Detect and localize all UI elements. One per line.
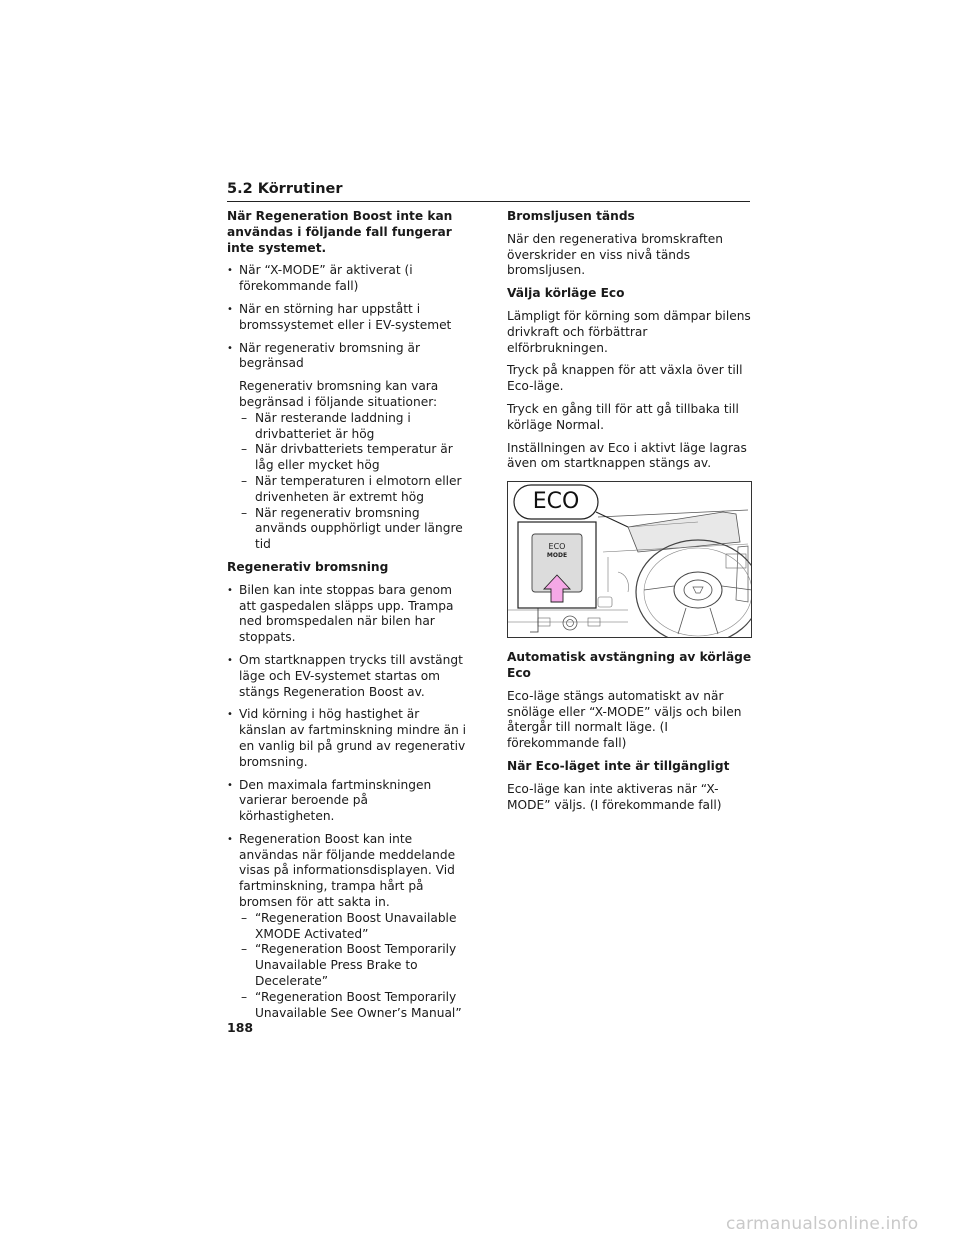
list-item — [227, 707, 467, 770]
list-item-text: • Den maximala fartminskningen varierar beroende på körhastigheten. — [239, 777, 432, 824]
dash-list — [239, 911, 467, 1022]
paragraph: Tryck en gång till för att gå tillbaka till körläge Normal. — [507, 401, 739, 432]
paragraph: Inställningen av Eco i aktivt läge lagras även om startknappen stängs av. — [507, 440, 747, 471]
dash-item: – När resterande laddning i drivbatteriet är hög — [241, 411, 467, 443]
list-item-text: • När en störning har uppstått i bromssystemet eller i EV-systemet — [239, 301, 452, 332]
list-item — [227, 263, 467, 295]
dash-item: – “Regeneration Boost Unavailable XMODE Activated” — [241, 911, 467, 943]
list-item — [227, 583, 467, 646]
heading-brake-lights: Bromsljusen tänds — [507, 209, 635, 223]
paragraph: När den regenerativa bromskraften överskrider en viss nivå tänds bromsljusen. — [507, 231, 723, 278]
list-item-text: • Regeneration Boost kan inte användas när följande meddelande visas på informationsdisplayen. Vid fartminskning, trampa hårt på bromsen för att sakta in. — [239, 831, 456, 910]
eco-callout-label: ECO — [532, 489, 580, 515]
list-item — [227, 302, 467, 334]
list-item-text: • Vid körning i hög hastighet är känslan av fartminskning mindre än i en vanlig bil på grund av regenerativ bromsning. — [239, 707, 467, 769]
section-header — [227, 178, 750, 202]
heading-select-eco-mode: Välja körläge Eco — [507, 286, 625, 301]
page-number: 188 — [227, 1020, 254, 1035]
right-column — [507, 209, 752, 820]
eco-mode-button — [532, 542, 582, 560]
heading-auto-eco-off: Automatisk avstängning av körläge Eco — [507, 650, 752, 680]
list-item — [227, 832, 467, 1022]
dash-item: – När regenerativ bromsning används oupphörligt under längre tid — [241, 506, 467, 553]
heading-regeneration-boost-unavailable: När Regeneration Boost inte kan användas i följande fall fungerar inte systemet. — [227, 209, 453, 255]
dash-list — [239, 411, 467, 553]
list-item — [227, 341, 467, 553]
list-item-text: • När “X-MODE” är aktiverat (i förekommande fall) — [239, 263, 413, 294]
eco-mode-illustration — [507, 481, 752, 638]
list-item-text: • Om startknappen trycks till avstängt läge och EV-systemet startas om stängs Regeneration Boost av. — [239, 652, 463, 699]
list-item — [227, 778, 467, 825]
list-item-text: • Bilen kan inte stoppas bara genom att gaspedalen släpps upp. Trampa ned bromspedalen när bilen har stoppats. — [239, 582, 454, 645]
eco-mode-button-line1: ECO — [548, 542, 566, 552]
list-item-text: • När regenerativ bromsning är begränsad — [239, 340, 420, 371]
bullet-list-unavailable-cases — [227, 263, 467, 553]
bullet-list-regenerative-braking — [227, 583, 467, 1022]
watermark-text: carmanualsonline.info — [726, 1214, 919, 1234]
left-column — [227, 209, 467, 1028]
paragraph: Tryck på knappen för att växla över till Eco-läge. — [507, 363, 743, 394]
list-item — [227, 653, 467, 700]
heading-regenerative-braking: Regenerativ bromsning — [227, 559, 389, 574]
eco-mode-button-line2: MODE — [546, 552, 568, 560]
section-title: 5.2 Körrutiner — [227, 181, 343, 197]
paragraph: Eco-läge kan inte aktiveras när “X-MODE” väljs. (I förekommande fall) — [507, 781, 722, 812]
heading-eco-unavailable: När Eco-läget inte är tillgängligt — [507, 758, 730, 773]
paragraph: Lämpligt för körning som dämpar bilens drivkraft och förbättrar elförbrukningen. — [507, 308, 751, 355]
paragraph: Eco-läge stängs automatiskt av när snöläge eller “X-MODE” väljs och bilen återgår till normalt läge. (I förekommande fall) — [507, 688, 742, 751]
dash-item: – När temperaturen i elmotorn eller drivenheten är extremt hög — [241, 474, 467, 506]
dash-item: – “Regeneration Boost Temporarily Unavailable Press Brake to Decelerate” — [241, 942, 467, 989]
list-item-subtext: Regenerativ bromsning kan vara begränsad i följande situationer: — [239, 379, 439, 409]
dash-item: – “Regeneration Boost Temporarily Unavailable See Owner’s Manual” — [241, 990, 467, 1022]
dash-item: – När drivbatteriets temperatur är låg eller mycket hög — [241, 442, 467, 474]
